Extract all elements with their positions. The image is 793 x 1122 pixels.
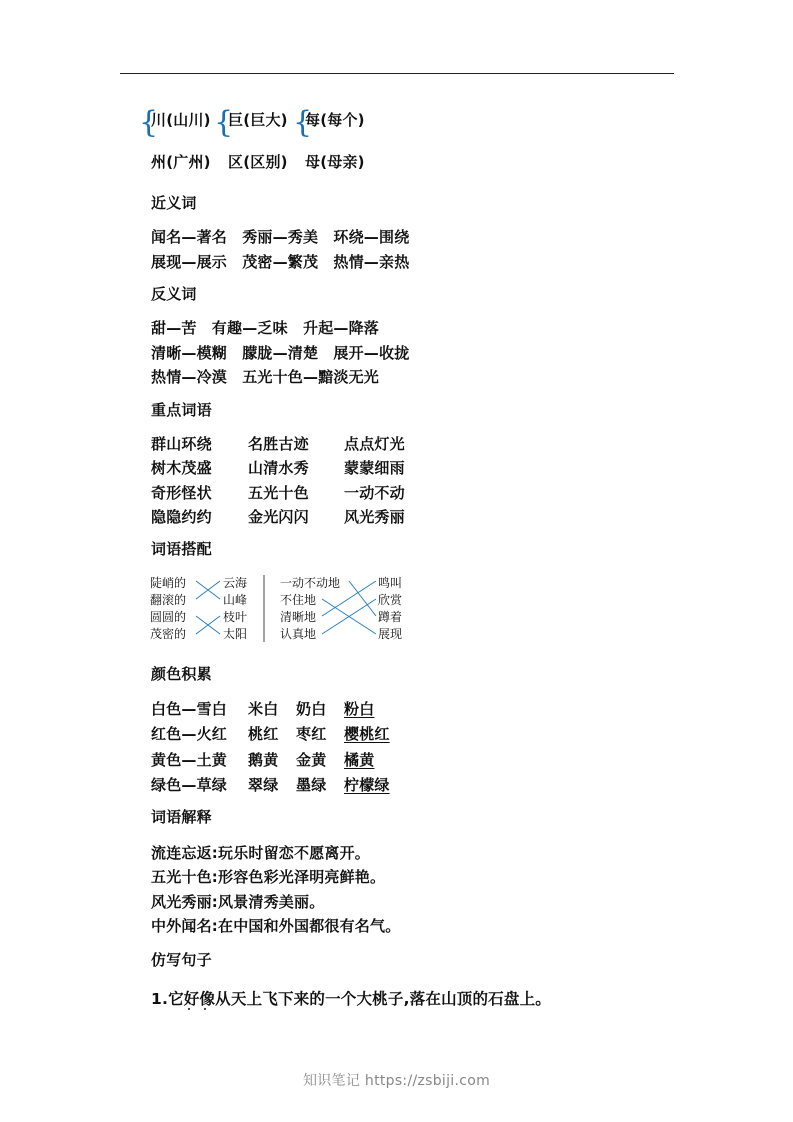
synonyms-heading: 近义词 — [151, 194, 197, 212]
key-word: 风光秀丽 — [344, 508, 405, 526]
synonym-line: 展现—展示 茂密—繁茂 热情—亲热 — [151, 253, 410, 271]
char-group: 川(山川) — [151, 111, 211, 129]
verb-word: 欣赏 — [378, 593, 403, 607]
left-brace-2: { — [214, 105, 234, 140]
antonym-line: 清晰—模糊 朦胧—清楚 展开—收拢 — [151, 344, 410, 362]
adverb-word: 认真地 — [280, 627, 317, 641]
explanation-line: 流连忘返:玩乐时留恋不愿离开。 — [151, 844, 370, 862]
noun-word: 太阳 — [223, 627, 248, 641]
synonym-line: 闻名—著名 秀丽—秀美 环绕—围绕 — [151, 228, 410, 246]
modifier-word: 陡峭的 — [150, 576, 187, 590]
noun-word: 山峰 — [223, 593, 248, 607]
adverb-word: 清晰地 — [280, 610, 317, 624]
char-group: 区(区别) — [228, 153, 288, 171]
key-word: 名胜古迹 — [248, 435, 309, 453]
key-words-heading: 重点词语 — [151, 401, 212, 419]
antonyms-heading: 反义词 — [151, 285, 197, 303]
verb-word: 鸣叫 — [378, 576, 403, 590]
key-word: 金光闪闪 — [248, 508, 309, 526]
key-word: 奇形怪状 — [151, 484, 212, 502]
top-rule — [120, 73, 674, 74]
key-word: 点点灯光 — [344, 435, 405, 453]
color-word: 金黄 — [296, 751, 327, 769]
key-word: 树木茂盛 — [151, 459, 212, 477]
key-word: 一动不动 — [344, 484, 405, 502]
char-group: 巨(巨大) — [228, 111, 288, 129]
color-word: 奶白 — [296, 700, 327, 718]
color-word-underlined: 橘黄 — [344, 751, 375, 769]
emphasis-dot — [188, 1008, 190, 1010]
char-group: 州(广州) — [151, 153, 211, 171]
key-word: 群山环绕 — [151, 435, 212, 453]
color-word-underlined: 柠檬绿 — [344, 776, 390, 794]
color-main: 白色—雪白 — [151, 700, 228, 718]
explanation-line: 风光秀丽:风景清秀美丽。 — [151, 893, 325, 911]
emphasis-dot — [204, 1008, 206, 1010]
collocation-heading: 词语搭配 — [151, 540, 212, 558]
color-main: 黄色—土黄 — [151, 751, 228, 769]
color-word-underlined: 粉白 — [344, 700, 375, 718]
colors-heading: 颜色积累 — [151, 665, 212, 683]
modifier-word: 茂密的 — [150, 627, 187, 641]
imitation-sentence: 1.它好像从天上飞下来的一个大桃子,落在山顶的石盘上。 — [151, 990, 551, 1008]
color-word: 枣红 — [296, 725, 327, 743]
color-word: 桃红 — [248, 725, 279, 743]
color-word: 米白 — [248, 700, 279, 718]
key-word: 五光十色 — [248, 484, 309, 502]
color-word-underlined: 樱桃红 — [344, 725, 390, 743]
footer-watermark: 知识笔记 https://zsbiji.com — [302, 1073, 491, 1089]
collocation-diagram — [150, 572, 410, 644]
modifier-word: 圆圆的 — [150, 610, 187, 624]
key-word: 蒙蒙细雨 — [344, 459, 405, 477]
adverb-word: 不住地 — [280, 593, 317, 607]
verb-word: 展现 — [378, 627, 403, 641]
color-word: 墨绿 — [296, 776, 327, 794]
explanations-heading: 词语解释 — [151, 808, 212, 826]
color-main: 红色—火红 — [151, 725, 228, 743]
color-main: 绿色—草绿 — [151, 776, 228, 794]
adverb-word: 一动不动地 — [280, 576, 341, 590]
modifier-word: 翻滚的 — [150, 593, 187, 607]
noun-word: 云海 — [223, 576, 248, 590]
key-word: 隐隐约约 — [151, 508, 212, 526]
color-word: 鹅黄 — [248, 751, 279, 769]
antonym-line: 甜—苦 有趣—乏味 升起—降落 — [151, 319, 380, 337]
left-brace-3: { — [293, 105, 313, 140]
explanation-line: 中外闻名:在中国和外国都很有名气。 — [151, 917, 401, 935]
left-brace-1: { — [139, 105, 159, 140]
key-word: 山清水秀 — [248, 459, 309, 477]
verb-word: 蹲着 — [378, 610, 403, 624]
char-group: 每(每个) — [305, 111, 365, 129]
color-word: 翠绿 — [248, 776, 279, 794]
noun-word: 枝叶 — [223, 610, 248, 624]
imitation-heading: 仿写句子 — [151, 951, 212, 969]
char-group: 母(母亲) — [305, 153, 365, 171]
explanation-line: 五光十色:形容色彩光泽明亮鲜艳。 — [151, 868, 386, 886]
antonym-line: 热情—冷漠 五光十色—黯淡无光 — [151, 368, 380, 386]
